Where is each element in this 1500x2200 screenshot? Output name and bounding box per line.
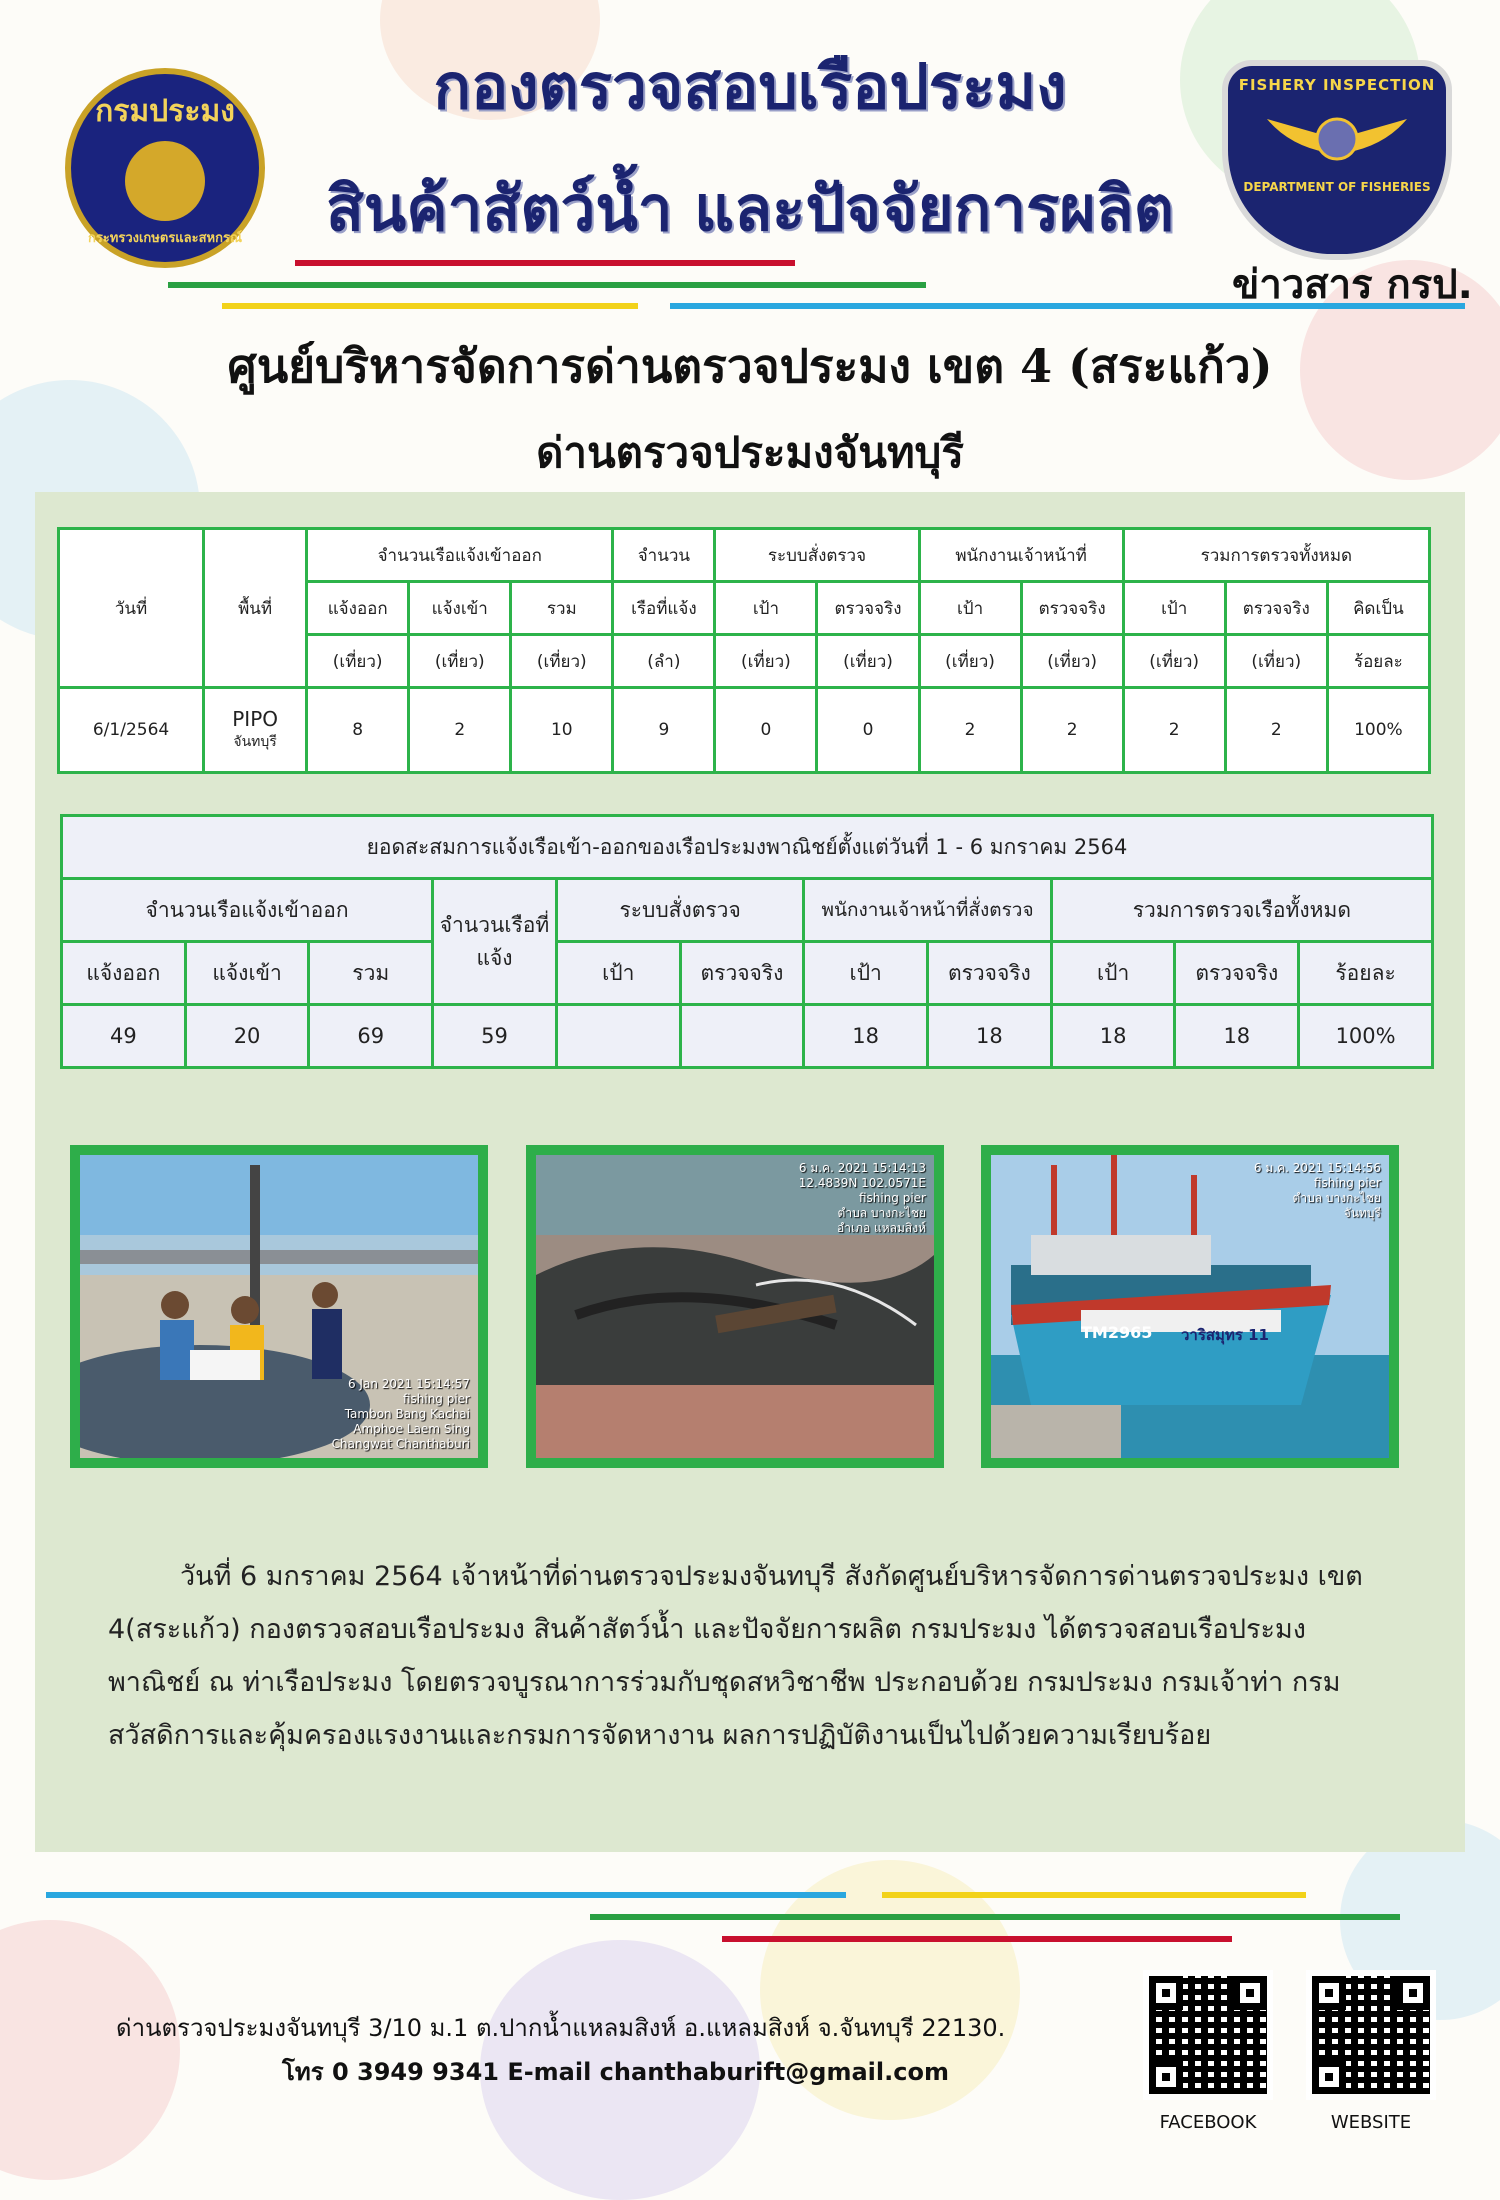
stamp-line: Amphoe Laem Sing	[353, 1422, 470, 1436]
cell-area-province: จันทบุรี	[233, 734, 277, 750]
cell-date: 6/1/2564	[59, 688, 204, 773]
photo-content	[536, 1155, 934, 1458]
cell-tot-target: 18	[1051, 1005, 1175, 1068]
footer-contact: โทร 0 3949 9341 E-mail chanthaburift@gmail.com	[282, 2058, 949, 2086]
sub-off-actual: ตรวจจริง	[1021, 582, 1123, 635]
cell-sum: 10	[511, 688, 613, 773]
sub-off-target: เป้า	[804, 942, 928, 1005]
sub-out: แจ้งออก	[62, 942, 186, 1005]
sub-percent: คิดเป็น	[1327, 582, 1429, 635]
facebook-qr-code[interactable]	[1143, 1970, 1273, 2100]
sub-in: แจ้งเข้า	[409, 582, 511, 635]
cell-sum: 69	[309, 1005, 433, 1068]
boat-name: วาริสมุทร 11	[1181, 1326, 1269, 1344]
sub-tot-actual: ตรวจจริง	[1225, 582, 1327, 635]
qr-pattern	[1312, 1976, 1430, 2094]
unit-cell: (เที่ยว)	[1225, 635, 1327, 688]
sub-tot-actual: ตรวจจริง	[1175, 942, 1299, 1005]
footer-line-yellow	[882, 1892, 1306, 1898]
header-system: ระบบสั่งตรวจ	[715, 529, 919, 582]
qr-corner	[1233, 1976, 1267, 2010]
cell-out: 8	[307, 688, 409, 773]
caption-row	[62, 816, 1433, 879]
cell-boats: 9	[613, 688, 715, 773]
website-qr-code[interactable]	[1306, 1970, 1436, 2100]
center-title: ศูนย์บริหารจัดการด่านตรวจประมง เขต 4 (สระแก้ว)	[227, 339, 1273, 393]
bg-dot	[0, 1920, 180, 2180]
header-count: จำนวน	[613, 529, 715, 582]
cell-boats: 59	[433, 1005, 557, 1068]
sub-sys-actual: ตรวจจริง	[680, 942, 804, 1005]
cell-off-target: 2	[919, 688, 1021, 773]
badge-bottom-text: DEPARTMENT OF FISHERIES	[1243, 180, 1431, 194]
seal-top-text: กรมประมง	[95, 94, 235, 129]
footer-line-green	[590, 1914, 1400, 1920]
table-subheader-row	[62, 942, 1433, 1005]
sub-tot-target: เป้า	[1123, 582, 1225, 635]
qr-pattern	[1149, 1976, 1267, 2094]
unit-cell: (เที่ยว)	[409, 635, 511, 688]
cell-sys-actual: 0	[817, 688, 919, 773]
stamp-line: fishing pier	[1313, 1176, 1381, 1190]
cell-sys-target	[556, 1005, 680, 1068]
unit-cell: (เที่ยว)	[1021, 635, 1123, 688]
header-boats	[433, 879, 557, 1005]
photo-timestamp	[332, 1377, 470, 1452]
unit-cell: (ลำ)	[613, 635, 715, 688]
table-header-row	[59, 529, 1430, 582]
footer-line-blue	[46, 1892, 846, 1898]
stamp-line: 6 ม.ค. 2021 15:14:13	[798, 1161, 926, 1175]
header-notify: จำนวนเรือแจ้งเข้าออก	[307, 529, 613, 582]
sub-tot-target: เป้า	[1051, 942, 1175, 1005]
cell-tot-target: 2	[1123, 688, 1225, 773]
header-notify: จำนวนเรือแจ้งเข้าออก	[62, 879, 433, 942]
unit-cell: (เที่ยว)	[1123, 635, 1225, 688]
header-boats-line2: แจ้ง	[476, 945, 513, 970]
unit-cell: ร้อยละ	[1327, 635, 1429, 688]
header-total: รวมการตรวจทั้งหมด	[1123, 529, 1429, 582]
sub-sys-target: เป้า	[715, 582, 817, 635]
sub-sys-target: เป้า	[556, 942, 680, 1005]
stamp-line: 6 Jan 2021 15:14:57	[347, 1377, 470, 1391]
daily-inspection-table	[57, 527, 1431, 774]
unit-cell: (เที่ยว)	[511, 635, 613, 688]
header-boats-line1: จำนวนเรือที่	[439, 912, 550, 937]
header-officer: พนักงานเจ้าหน้าที่สั่งตรวจ	[804, 879, 1051, 942]
cell-area	[204, 688, 307, 773]
cell-tot-actual: 18	[1175, 1005, 1299, 1068]
sub-sys-actual: ตรวจจริง	[817, 582, 919, 635]
qr-corner	[1312, 2060, 1346, 2094]
photo-content	[991, 1155, 1389, 1458]
news-label: ข่าวสาร กรป.	[1232, 262, 1473, 308]
sub-sum: รวม	[309, 942, 433, 1005]
header-date: วันที่	[59, 529, 204, 688]
table-row	[59, 688, 1430, 773]
sub-percent: ร้อยละ	[1299, 942, 1433, 1005]
stamp-line: อำเภอ แหลมสิงห์	[837, 1221, 926, 1235]
news-paragraph: วันที่ 6 มกราคม 2564 เจ้าหน้าที่ด่านตรวจประมงจันทบุรี สังกัดศูนย์บริหารจัดการด่านตรวจประมง เขต 4(สระแก้ว) กองตรวจสอบเรือประมง สินค้าสัตว์น้ำ และปัจจัยการผลิต กรมประมง ได้ตรวจสอบเรือประมงพาณิชย์ ณ ท่าเรือประมง โดยตรวจบูรณาการร่วมกับชุดสหวิชาชีพ ประกอบด้วย กรมประมง กรมเจ้าท่า กรมสวัสดิการและคุ้มครองแรงงานและกรมการจัดหางาน ผลการปฏิบัติงานเป็นไปด้วยความเรียบร้อย	[108, 1561, 1363, 1751]
unit-cell: (เที่ยว)	[715, 635, 817, 688]
unit-cell: (เที่ยว)	[919, 635, 1021, 688]
sub-off-actual: ตรวจจริง	[928, 942, 1052, 1005]
photo-timestamp	[1254, 1161, 1381, 1221]
unit-cell: (เที่ยว)	[307, 635, 409, 688]
sub-out: แจ้งออก	[307, 582, 409, 635]
table-caption: ยอดสะสมการแจ้งเรือเข้า-ออกของเรือประมงพาณิชย์ตั้งแต่วันที่ 1 - 6 มกราคม 2564	[62, 816, 1433, 879]
badge-top-text: FISHERY INSPECTION	[1238, 76, 1436, 94]
stamp-line: ตำบล บางกะไชย	[837, 1206, 926, 1220]
cell-in: 2	[409, 688, 511, 773]
cell-percent: 100%	[1327, 688, 1429, 773]
header-line-green	[168, 282, 926, 288]
qr-corner	[1312, 1976, 1346, 2010]
seal-bottom-text: กระทรวงเกษตรและสหกรณ์	[87, 231, 243, 246]
header-line-red	[295, 260, 795, 266]
cell-in: 20	[185, 1005, 309, 1068]
stamp-line: Changwat Chanthaburi	[331, 1437, 470, 1451]
sub-sum: รวม	[511, 582, 613, 635]
cell-sys-actual	[680, 1005, 804, 1068]
stamp-line: Tambon Bang Kachai	[344, 1407, 470, 1421]
stamp-line: ตำบล บางกะไชย	[1292, 1191, 1381, 1205]
header-area: พื้นที่	[204, 529, 307, 688]
photo-inspection-officers	[70, 1145, 488, 1468]
qr-corner	[1396, 1976, 1430, 2010]
header-system: ระบบสั่งตรวจ	[556, 879, 803, 942]
header-line-yellow	[222, 303, 638, 309]
cell-sys-target: 0	[715, 688, 817, 773]
stamp-line: 6 ม.ค. 2021 15:14:56	[1253, 1161, 1381, 1175]
cell-off-actual: 2	[1021, 688, 1123, 773]
table-row	[62, 1005, 1433, 1068]
stamp-line: จันทบุรี	[1343, 1206, 1381, 1220]
photo-fishing-boat	[981, 1145, 1399, 1468]
photo-timestamp	[799, 1161, 926, 1236]
facebook-label: FACEBOOK	[1159, 2112, 1257, 2133]
sub-boats: เรือที่แจ้ง	[613, 582, 715, 635]
cell-off-actual: 18	[928, 1005, 1052, 1068]
cell-percent: 100%	[1299, 1005, 1433, 1068]
website-label: WEBSITE	[1330, 2112, 1412, 2133]
stamp-line: fishing pier	[858, 1191, 926, 1205]
header-total: รวมการตรวจเรือทั้งหมด	[1051, 879, 1432, 942]
footer-line-red	[722, 1936, 1232, 1942]
stamp-line: fishing pier	[402, 1392, 470, 1406]
stamp-line: 12.4839N 102.0571E	[798, 1176, 926, 1190]
sub-off-target: เป้า	[919, 582, 1021, 635]
page-title-line2: สินค้าสัตว์น้ำ และปัจจัยการผลิต	[325, 172, 1175, 245]
cell-off-target: 18	[804, 1005, 928, 1068]
photo-content	[80, 1155, 478, 1458]
cell-tot-actual: 2	[1225, 688, 1327, 773]
qr-corner	[1149, 2060, 1183, 2094]
header-officer: พนักงานเจ้าหน้าที่	[919, 529, 1123, 582]
table-header-row	[62, 879, 1433, 942]
footer-address: ด่านตรวจประมงจันทบุรี 3/10 ม.1 ต.ปากน้ำแหลมสิงห์ อ.แหลมสิงห์ จ.จันทบุรี 22130.	[116, 2014, 1006, 2042]
unit-cell: (เที่ยว)	[817, 635, 919, 688]
checkpoint-title: ด่านตรวจประมงจันทบุรี	[536, 428, 964, 477]
cumulative-table	[60, 814, 1434, 1069]
sub-in: แจ้งเข้า	[185, 942, 309, 1005]
cell-out: 49	[62, 1005, 186, 1068]
boat-registration: TM2965	[1081, 1323, 1153, 1342]
photo-fishing-net	[526, 1145, 944, 1468]
cell-area-name: PIPO	[232, 707, 278, 731]
page-title-line1: กองตรวจสอบเรือประมง	[433, 50, 1067, 123]
qr-corner	[1149, 1976, 1183, 2010]
